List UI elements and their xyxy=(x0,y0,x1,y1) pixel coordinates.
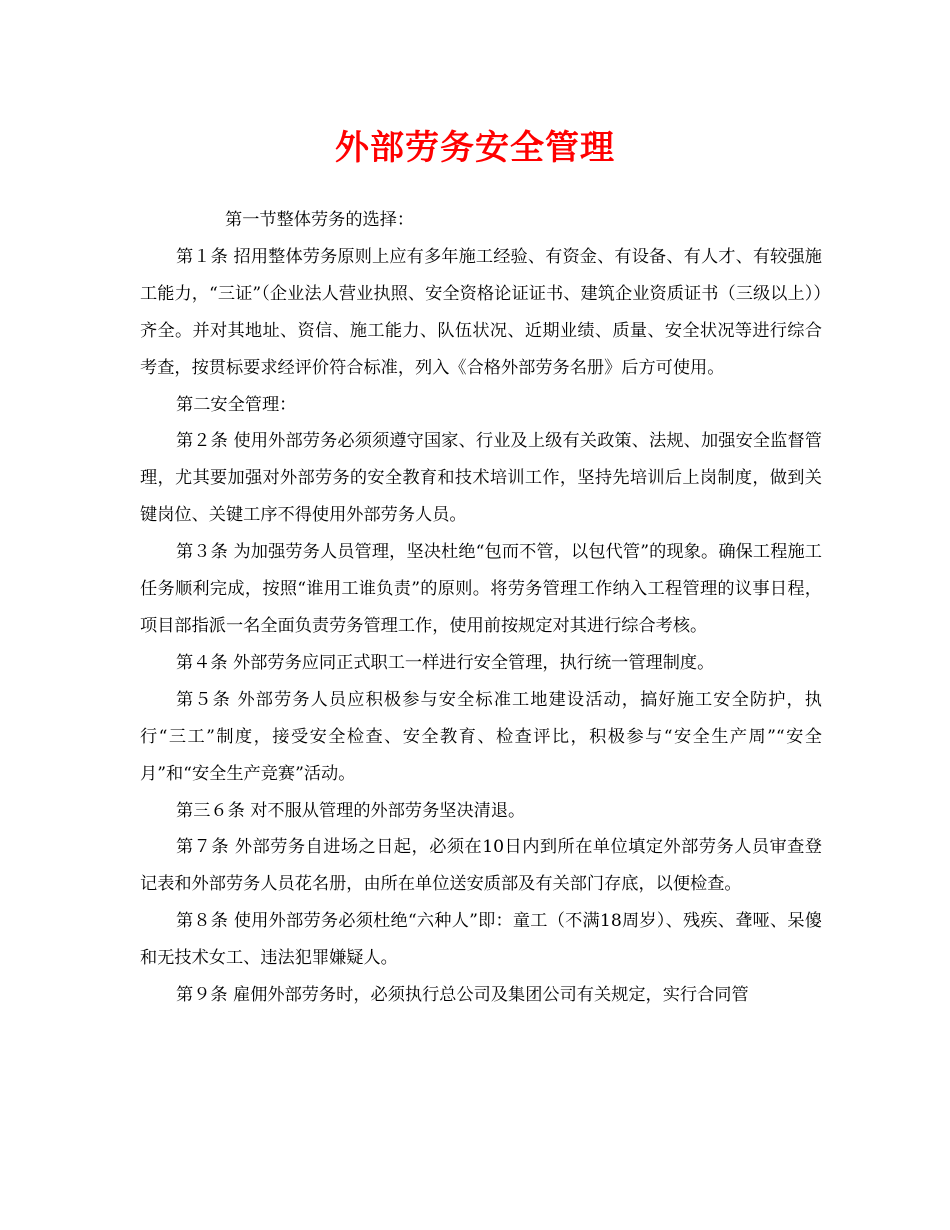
article-5-paragraph: 第５条 外部劳务人员应积极参与安全标准工地建设活动，搞好施工安全防护，执行“三工”制度，接受安全检查、安全教育、检查评比，积极参与“安全生产周”“安全月”和“安全生产竞赛”活动。 xyxy=(140,689,822,784)
article-4-paragraph: 第４条 外部劳务应同正式职工一样进行安全管理，执行统一管理制度。 xyxy=(176,652,715,673)
article-2-paragraph: 第２条 使用外部劳务必须须遵守国家、行业及上级有关政策、法规、加强安全监督管理，尤其要加强对外部劳务的安全教育和技术培训工作，坚持先培训后上岗制度，做到关键岗位、关键工序不得使用外部劳务人员。 xyxy=(140,431,822,526)
article-1-paragraph: 第１条 招用整体劳务原则上应有多年施工经验、有资金、有设备、有人才、有较强施工能力，“三证”（企业法人营业执照、安全资格论证证书、建筑企业资质证书（三级以上））齐全。并对其地址、资信、施工能力、队伍状况、近期业绩、质量、安全状况等进行综合考查，按贯标要求经评价符合标准，列入《合格外部劳务名册》后方可使用。 xyxy=(140,246,822,378)
article-7-paragraph: 第７条 外部劳务自进场之日起，必须在10日内到所在单位填定外部劳务人员审查登记表和外部劳务人员花名册，由所在单位送安质部及有关部门存底，以便检查。 xyxy=(140,837,822,895)
document-title: 外部劳务安全管理 xyxy=(335,128,615,168)
section-heading-2: 第二安全管理： xyxy=(176,394,297,415)
article-3-paragraph: 第３条 为加强劳务人员管理，坚决杜绝“包而不管，以包代管”的现象。确保工程施工任务顺利完成，按照“谁用工谁负责”的原则。将劳务管理工作纳入工程管理的议事日程，项目部指派一名全面负责劳务管理工作，使用前按规定对其进行综合考核。 xyxy=(140,542,822,636)
section-heading-1: 第一节整体劳务的选择： xyxy=(225,210,415,230)
document-body xyxy=(140,202,822,1014)
article-9-paragraph: 第９条 雇佣外部劳务时，必须执行总公司及集团公司有关规定，实行合同管 xyxy=(176,985,749,1006)
article-8-paragraph: 第８条 使用外部劳务必须杜绝“六种人”即：童工（不满18周岁）、残疾、聋哑、呆傻和无技术女工、违法犯罪嫌疑人。 xyxy=(140,911,822,969)
article-6-paragraph: 第三６条 对不服从管理的外部劳务坚决清退。 xyxy=(176,800,526,821)
